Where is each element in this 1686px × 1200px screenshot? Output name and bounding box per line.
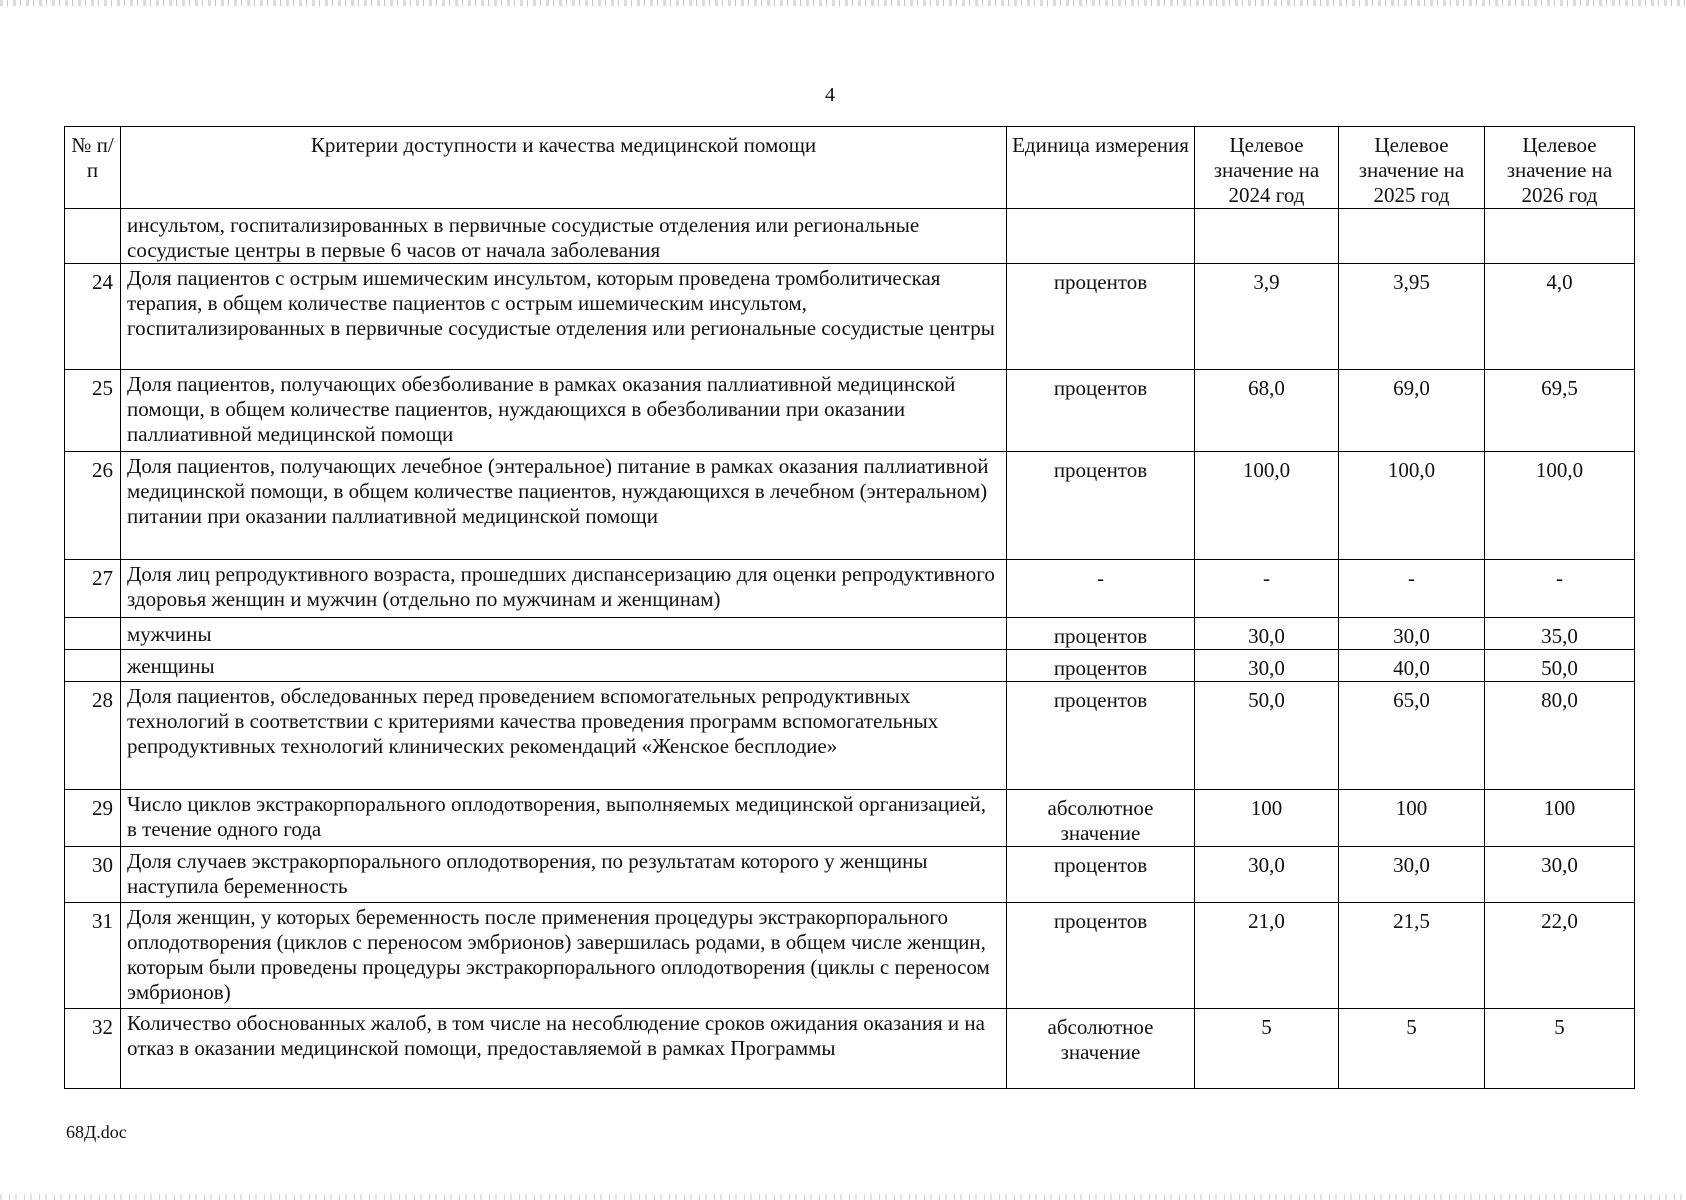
header-2024: Целевое значение на 2024 год <box>1195 127 1339 209</box>
table-row <box>65 682 1635 790</box>
criteria-text: Доля пациентов, получающих обезболивание в рамках оказания паллиативной медицинской помощи, в общем количестве пациентов, нуждающихся в обезболивании при оказании паллиативной медицинской помощи <box>121 370 1007 452</box>
value-2025: 65,0 <box>1339 682 1485 790</box>
criteria-table <box>64 126 1635 1089</box>
table-row <box>65 847 1635 903</box>
table-row <box>65 903 1635 1009</box>
value-2026: 100 <box>1485 790 1635 847</box>
value-2026: 100,0 <box>1485 452 1635 560</box>
value-2024: 30,0 <box>1195 650 1339 682</box>
value-2024: 50,0 <box>1195 682 1339 790</box>
header-2026: Целевое значение на 2026 год <box>1485 127 1635 209</box>
value-2025: 40,0 <box>1339 650 1485 682</box>
value-2026: 80,0 <box>1485 682 1635 790</box>
value-2024: 5 <box>1195 1009 1339 1089</box>
table-row <box>65 452 1635 560</box>
criteria-text: Доля случаев экстракорпорального оплодотворения, по результатам которого у женщины наступила беременность <box>121 847 1007 903</box>
value-2025: 69,0 <box>1339 370 1485 452</box>
value-2026 <box>1485 209 1635 264</box>
value-2025: 30,0 <box>1339 847 1485 903</box>
table-row <box>65 209 1635 264</box>
value-2024: 68,0 <box>1195 370 1339 452</box>
scan-edge-top <box>0 0 1686 6</box>
value-2025: 100 <box>1339 790 1485 847</box>
criteria-text: Доля пациентов, получающих лечебное (энтеральное) питание в рамках оказания паллиативной медицинской помощи, в общем количестве пациентов, нуждающихся в лечебном (энтеральном) питании при оказании паллиативной медицинской помощи <box>121 452 1007 560</box>
row-number: 28 <box>65 682 121 790</box>
header-criteria: Критерии доступности и качества медицинской помощи <box>121 127 1007 209</box>
unit-cell: процентов <box>1007 618 1195 650</box>
criteria-text: Доля пациентов с острым ишемическим инсультом, которым проведена тромболитическая терапия, в общем количестве пациентов с острым ишемическим инсультом, госпитализированных в первичные сосудистые отделения или региональные сосудистые центры <box>121 264 1007 370</box>
value-2026: 50,0 <box>1485 650 1635 682</box>
unit-cell: - <box>1007 560 1195 618</box>
value-2026: 30,0 <box>1485 847 1635 903</box>
unit-cell: процентов <box>1007 370 1195 452</box>
row-number: 25 <box>65 370 121 452</box>
table-row <box>65 618 1635 650</box>
row-number <box>65 209 121 264</box>
row-number: 26 <box>65 452 121 560</box>
unit-cell: процентов <box>1007 452 1195 560</box>
value-2025: 21,5 <box>1339 903 1485 1009</box>
value-2026: 69,5 <box>1485 370 1635 452</box>
unit-cell: процентов <box>1007 847 1195 903</box>
row-number: 32 <box>65 1009 121 1089</box>
value-2024: 30,0 <box>1195 618 1339 650</box>
page-number: 4 <box>825 84 835 106</box>
criteria-text: мужчины <box>121 618 1007 650</box>
table-row <box>65 1009 1635 1089</box>
row-number: 31 <box>65 903 121 1009</box>
table-row <box>65 370 1635 452</box>
row-number: 30 <box>65 847 121 903</box>
value-2026: 5 <box>1485 1009 1635 1089</box>
row-number: 27 <box>65 560 121 618</box>
value-2024: 100 <box>1195 790 1339 847</box>
table-row <box>65 264 1635 370</box>
value-2024: 30,0 <box>1195 847 1339 903</box>
unit-cell <box>1007 209 1195 264</box>
criteria-text: инсультом, госпитализированных в первичные сосудистые отделения или региональные сосудистые центры в первые 6 часов от начала заболевания <box>121 209 1007 264</box>
table-row <box>65 560 1635 618</box>
value-2025: 100,0 <box>1339 452 1485 560</box>
criteria-text: Количество обоснованных жалоб, в том числе на несоблюдение сроков ожидания оказания и на отказ в оказании медицинской помощи, предоставляемой в рамках Программы <box>121 1009 1007 1089</box>
value-2024: 3,9 <box>1195 264 1339 370</box>
value-2026: 35,0 <box>1485 618 1635 650</box>
value-2025: 30,0 <box>1339 618 1485 650</box>
unit-cell: процентов <box>1007 650 1195 682</box>
value-2024 <box>1195 209 1339 264</box>
header-num: № п/п <box>65 127 121 209</box>
criteria-text: Доля женщин, у которых беременность после применения процедуры экстракорпорального оплодотворения (циклов с переносом эмбрионов) завершилась родами, в общем числе женщин, которым были проведены процедуры экстракорпорального оплодотворения (циклы с переносом эмбрионов) <box>121 903 1007 1009</box>
criteria-text: Доля пациентов, обследованных перед проведением вспомогательных репродуктивных технологий в соответствии с критериями качества проведения программ вспомогательных репродуктивных технологий клинических рекомендаций «Женское бесплодие» <box>121 682 1007 790</box>
value-2026: 22,0 <box>1485 903 1635 1009</box>
value-2026: 4,0 <box>1485 264 1635 370</box>
value-2025: 5 <box>1339 1009 1485 1089</box>
criteria-text: женщины <box>121 650 1007 682</box>
table-header-row <box>65 127 1635 209</box>
value-2025: 3,95 <box>1339 264 1485 370</box>
unit-cell: процентов <box>1007 682 1195 790</box>
row-number <box>65 618 121 650</box>
unit-cell: процентов <box>1007 264 1195 370</box>
value-2026: - <box>1485 560 1635 618</box>
criteria-text: Доля лиц репродуктивного возраста, прошедших диспансеризацию для оценки репродуктивного здоровья женщин и мужчин (отдельно по мужчинам и женщинам) <box>121 560 1007 618</box>
row-number: 24 <box>65 264 121 370</box>
row-number <box>65 650 121 682</box>
row-number: 29 <box>65 790 121 847</box>
file-name: 68Д.doc <box>66 1122 127 1142</box>
scan-edge-bottom <box>0 1194 1686 1200</box>
value-2025 <box>1339 209 1485 264</box>
value-2025: - <box>1339 560 1485 618</box>
table-row <box>65 790 1635 847</box>
table-row <box>65 650 1635 682</box>
header-2025: Целевое значение на 2025 год <box>1339 127 1485 209</box>
value-2024: 21,0 <box>1195 903 1339 1009</box>
header-unit: Единица измерения <box>1007 127 1195 209</box>
value-2024: 100,0 <box>1195 452 1339 560</box>
unit-cell: абсолютное значение <box>1007 1009 1195 1089</box>
unit-cell: процентов <box>1007 903 1195 1009</box>
unit-cell: абсолютное значение <box>1007 790 1195 847</box>
criteria-text: Число циклов экстракорпорального оплодотворения, выполняемых медицинской организацией, в течение одного года <box>121 790 1007 847</box>
value-2024: - <box>1195 560 1339 618</box>
